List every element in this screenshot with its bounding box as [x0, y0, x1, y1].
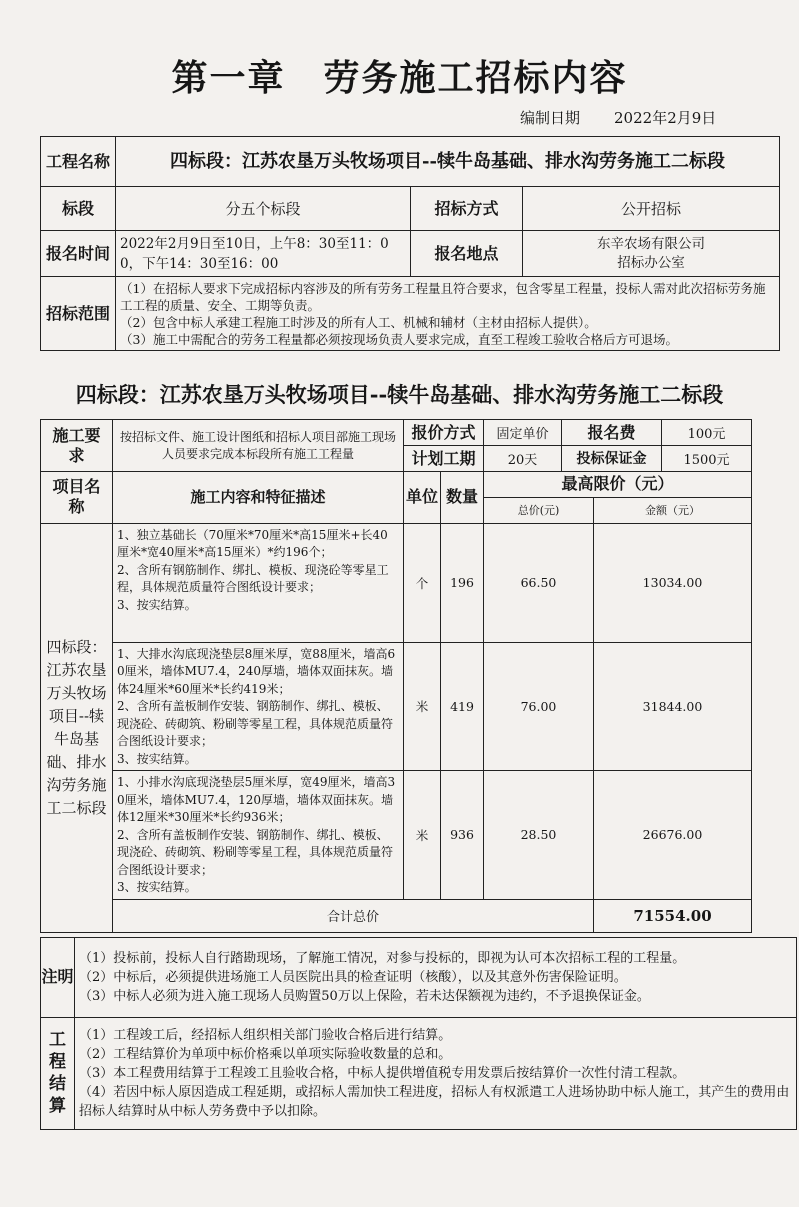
- header-project-name: 项目名称: [41, 471, 113, 523]
- table-row: [41, 642, 752, 771]
- item-qty: 936: [441, 771, 484, 900]
- reg-time-value: 2022年2月9日至10日，上午8：30至11：00，下午14：30至16：00: [116, 231, 411, 277]
- item-amount: 26676.00: [594, 771, 752, 900]
- reg-time-label: 报名时间: [41, 231, 116, 277]
- notes-text: [75, 937, 797, 1017]
- item-project-name: 四标段：江苏农垦万头牧场项目--犊牛岛基础、排水沟劳务施工二标段: [41, 523, 113, 932]
- scope-item: （1）在招标人要求下完成招标内容涉及的所有劳务工程量且符合要求，包含零星工程量，投标人需对此次招标劳务施工工程的质量、安全、工期等负责。: [120, 280, 766, 313]
- desc-line: 1、大排水沟底现浇垫层8厘米厚，宽88厘米，墙高60厘米，墙体MU7.4，240厚墙，墙体双面抹灰。墙体24厘米*60厘米*长约419米；: [117, 646, 396, 696]
- total-row: [41, 899, 752, 932]
- desc-line: 3、按实结算。: [117, 880, 197, 894]
- reg-place-value: [523, 231, 780, 277]
- tender-info-table: [40, 136, 780, 351]
- note-item: （1）投标前，投标人自行踏勘现场，了解施工情况，对参与投标的，即视为认可本次招标工程的工程量。: [79, 950, 686, 966]
- duration: 20天: [484, 446, 562, 472]
- scope-item: （2）包含中标人承建工程施工时涉及的所有人工、机械和辅材（主材由招标人提供）。: [120, 314, 597, 330]
- quote-method: 固定单价: [484, 420, 562, 446]
- page-title: 第一章 劳务施工招标内容: [171, 57, 628, 99]
- item-price: 76.00: [484, 642, 594, 771]
- project-name: 四标段：江苏农垦万头牧场项目--犊牛岛基础、排水沟劳务施工二标段: [116, 137, 780, 187]
- item-desc: [113, 523, 404, 642]
- reg-fee: 100元: [662, 420, 752, 446]
- requirements-text: 按招标文件、施工设计图纸和招标人项目部施工现场人员要求完成本标段所有施工工程量: [113, 420, 404, 472]
- desc-line: 1、独立基础长（70厘米*70厘米*高15厘米+长40厘米*宽40厘米*高15厘米）*约196个；: [117, 527, 388, 559]
- item-unit: 米: [404, 771, 441, 900]
- scope-text: [116, 277, 780, 351]
- header-qty: 数量: [441, 471, 484, 523]
- header-unit-price: 总价(元): [484, 497, 594, 523]
- item-amount: 31844.00: [594, 642, 752, 771]
- desc-line: 3、按实结算。: [117, 751, 197, 766]
- duration-label: 计划工期: [404, 446, 484, 472]
- reg-fee-label: 报名费: [562, 420, 662, 446]
- settlement-item: （1）工程竣工后，经招标人组织相关部门验收合格后进行结算。: [79, 1027, 452, 1043]
- item-qty: 196: [441, 523, 484, 642]
- item-desc: [113, 642, 404, 771]
- section-label: 标段: [41, 187, 116, 231]
- section-title: 四标段：江苏农垦万头牧场项目--犊牛岛基础、排水沟劳务施工二标段: [75, 382, 724, 407]
- scope-label: 招标范围: [41, 277, 116, 351]
- header-desc: 施工内容和特征描述: [113, 471, 404, 523]
- settlement-label: 工程结算: [41, 1017, 75, 1129]
- settlement-item: （4）若因中标人原因造成工程延期，或招标人需加快工程进度，招标人有权派遣工人进场协助中标人施工，其产生的费用由招标人结算时从中标人劳务费中予以扣除。: [79, 1084, 790, 1119]
- item-unit: 个: [404, 523, 441, 642]
- reg-place-line1: 东辛农场有限公司: [597, 235, 705, 252]
- requirements-table: [40, 419, 752, 472]
- table-row: [41, 771, 752, 900]
- desc-line: 2、含所有盖板制作安装、钢筋制作、绑扎、模板、现浇砼、砖砌筑、粉刷等零星工程，具体规范质量符合图纸设计要求；: [117, 827, 394, 877]
- settlement-text: [75, 1017, 797, 1129]
- desc-line: 2、含所有钢筋制作、绑扎、模板、现浇砼等零星工程，具体规范质量符合图纸设计要求；: [117, 562, 389, 594]
- desc-line: 2、含所有盖板制作安装、钢筋制作、绑扎、模板、现浇砼、砖砌筑、粉刷等零星工程，具体规范质量符合图纸设计要求；: [117, 699, 394, 748]
- item-price: 28.50: [484, 771, 594, 900]
- project-name-label: 工程名称: [41, 137, 116, 187]
- item-desc: [113, 771, 404, 900]
- table-row: [41, 523, 752, 642]
- header-amount: 金额（元）: [594, 497, 752, 523]
- desc-line: 1、小排水沟底现浇垫层5厘米厚，宽49厘米，墙高30厘米，墙体MU7.4，120厚墙，墙体双面抹灰。墙体12厘米*30厘米*长约936米；: [117, 775, 396, 824]
- date-value: 2022年2月9日: [614, 109, 717, 127]
- header-max-price: 最高限价（元）: [484, 471, 752, 497]
- total-value: 71554.00: [594, 899, 752, 932]
- section-value: 分五个标段: [116, 187, 411, 231]
- note-item: （2）中标后，必须提供进场施工人员医院出具的检查证明（核酸），以及其意外伤害保险证明。: [79, 969, 627, 985]
- quote-method-label: 报价方式: [404, 420, 484, 446]
- settlement-item: （2）工程结算价为单项中标价格乘以单项实际验收数量的总和。: [79, 1046, 452, 1062]
- requirements-label: 施工要求: [41, 420, 113, 472]
- deposit-label: 投标保证金: [562, 446, 662, 472]
- item-amount: 13034.00: [594, 523, 752, 642]
- method-label: 招标方式: [411, 187, 523, 231]
- item-qty: 419: [441, 642, 484, 771]
- desc-line: 3、按实结算。: [117, 597, 197, 612]
- reg-place-line2: 招标办公室: [617, 254, 685, 271]
- compile-date: [520, 108, 799, 128]
- header-unit: 单位: [404, 471, 441, 523]
- settlement-item: （3）本工程费用结算于工程竣工且验收合格，中标人提供增值税专用发票后按结算价一次性付清工程款。: [79, 1065, 686, 1081]
- note-item: （3）中标人必须为进入施工现场人员购置50万以上保险，若未达保额视为违约，不予退换保证金。: [79, 988, 650, 1004]
- reg-place-label: 报名地点: [411, 231, 523, 277]
- scope-item: （3）施工中需配合的劳务工程量都必须按现场负责人要求完成，直至工程竣工验收合格后方可退场。: [120, 331, 678, 347]
- method-value: 公开招标: [523, 187, 780, 231]
- item-price: 66.50: [484, 523, 594, 642]
- total-label: 合计总价: [113, 899, 594, 932]
- notes-label: 注明: [41, 937, 75, 1017]
- deposit: 1500元: [662, 446, 752, 472]
- date-label: 编制日期: [520, 109, 581, 127]
- bid-items-table: [40, 471, 752, 933]
- item-unit: 米: [404, 642, 441, 771]
- notes-table: [40, 937, 797, 1130]
